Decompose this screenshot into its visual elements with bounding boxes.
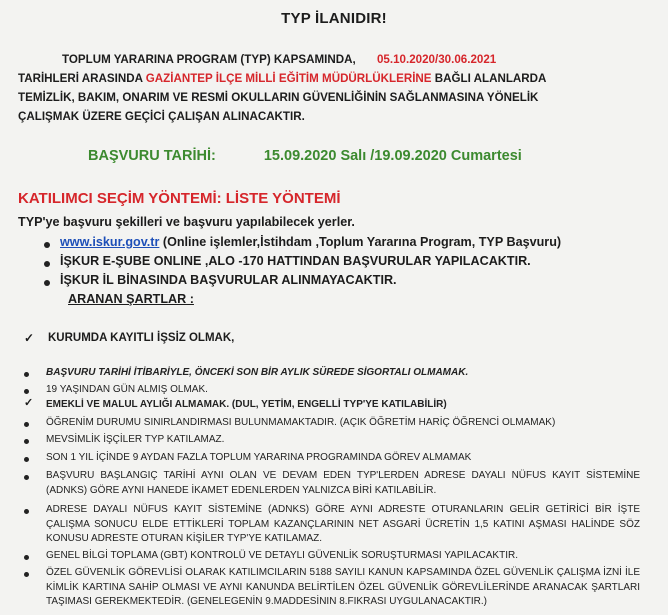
channel-online-text: (Online işlemler,İstihdam ,Toplum Yararına Program, TYP Başvuru) [159, 235, 562, 249]
requirement-item: GENEL BİLGİ TOPLAMA (GBT) KONTROLÜ VE DETAYLI GÜVENLİK SORUŞTURMASI YAPILACAKTIR. [46, 550, 518, 561]
intro-line-3: TEMİZLİK, BAKIM, ONARIM VE RESMİ OKULLARIN GÜVENLİĞİNİN SAĞLANMASINA YÖNELİK [18, 91, 539, 104]
directorate-name: GAZİANTEP İLÇE MİLLİ EĞİTİM MÜDÜRLÜKLERİNE [145, 72, 432, 85]
requirement-kurumda: KURUMDA KAYITLI İŞSİZ OLMAK, [48, 332, 235, 344]
intro-line-1 [18, 50, 638, 70]
channel-bina: İŞKUR İL BİNASINDA BAŞVURULAR ALINMAYACAKTIR. [60, 273, 397, 287]
application-dates: 15.09.2020 Salı /19.09.2020 Cumartesi [263, 148, 522, 164]
iskur-link[interactable]: www.iskur.gov.tr [60, 235, 160, 249]
program-dates: 05.10.2020/30.06.2021 [376, 53, 497, 66]
bullet-icon [24, 555, 29, 560]
channel-online [60, 235, 561, 249]
requirement-item: SON 1 YIL İÇİNDE 9 AYDAN FAZLA TOPLUM YARARINA PROGRAMINDA GÖREV ALMAMAK [46, 452, 472, 463]
bullet-icon [24, 475, 29, 480]
bullet-icon [24, 572, 29, 577]
intro-line-4: ÇALIŞMAK ÜZERE GEÇİCİ ÇALIŞAN ALINACAKTIR. [18, 110, 305, 123]
selection-method-heading: KATILIMCI SEÇİM YÖNTEMİ: LİSTE YÖNTEMİ [18, 190, 341, 207]
check-icon: ✓ [24, 397, 34, 409]
intro-text: BAĞLI ALANLARDA [434, 72, 547, 85]
intro-line-2 [18, 69, 638, 89]
bullet-icon [24, 422, 29, 427]
page-title: TYP İLANIDIR! [281, 10, 387, 27]
requirement-item: BAŞVURU BAŞLANGIÇ TARİHİ AYNI OLAN VE DEVAM EDEN TYP'LERDEN ADRESE DAYALI NÜFUS KAYIT SİSTEMİNE (ADNKS) GÖRE AYNI HANEDE İKAMET EDENLERDEN YALNIZCA BİRİ KATILABİLİR. [46, 470, 640, 496]
requirement-item: ÖZEL GÜVENLİK GÖREVLİSİ OLARAK KATILIMCILARIN 5188 SAYILI KANUN KAPSAMINDA ÖZEL GÜVENLİK ÇALIŞMA İZNİ İLE KİMLİK KARTINA SAHİP OLMASI VE AYNI KANUNDA BELİRTİLEN ÖZEL GÜVENLİK GÖREVLİLERİNDE ARANACAK ŞARTLARI TAŞIMASI GEREKMEKTEDİR. (GENELEGENİN 9.MADDESİNIN 8.FIKRASI UYGULANACAKTIR.) [46, 567, 640, 607]
bullet-icon [44, 280, 50, 286]
requirement-item: MEVSİMLİK İŞÇİLER TYP KATILAMAZ. [46, 434, 225, 445]
intro-text: TARİHLERİ ARASINDA [18, 72, 143, 85]
requirement-item: EMEKLİ VE MALUL AYLIĞI ALMAMAK. (DUL, YETİM, ENGELLİ TYP'YE KATILABİLİR) [46, 399, 447, 410]
bullet-icon [24, 439, 29, 444]
requirements-heading: ARANAN ŞARTLAR : [68, 292, 194, 306]
bullet-icon [24, 509, 29, 514]
bullet-icon [44, 242, 50, 248]
bullet-icon [44, 261, 50, 267]
requirement-item: 19 YAŞINDAN GÜN ALMIŞ OLMAK. [46, 384, 208, 395]
bullet-icon [24, 457, 29, 462]
application-date-label: BAŞVURU TARİHİ: [88, 148, 216, 164]
intro-text: TOPLUM YARARINA PROGRAM (TYP) KAPSAMINDA, [62, 53, 356, 66]
requirement-item: ADRESE DAYALI NÜFUS KAYIT SİSTEMİNE (ADNKS) GÖRE AYNI ADRESTE OTURANLARIN GELİR GETİRİCİ BİR İŞTE ÇALIŞMA SONUCU ELDE ETTİKLERİ TOPLAM KAZANÇLARININ NET ASGARİ ÜCRETİN 1,5 KATINI AŞMASI HALİNDE SÖZ KONUSU ADRESTE OTURAN KİŞİLER TYP'YE KATILAMAZ. [46, 504, 640, 544]
bullet-icon [24, 372, 29, 377]
requirement-item: BAŞVURU TARİHİ İTİBARİYLE, ÖNCEKİ SON BİR AYLIK SÜREDE SİGORTALI OLMAMAK. [46, 367, 469, 378]
channel-eshube: İŞKUR E-ŞUBE ONLINE ,ALO -170 HATTINDAN BAŞVURULAR YAPILACAKTIR. [60, 254, 531, 268]
bullet-icon [24, 389, 29, 394]
check-icon: ✓ [24, 331, 35, 345]
requirement-item: ÖĞRENİM DURUMU SINIRLANDIRMASI BULUNMAMAKTADIR. (AÇIK ÖĞRETİM HARİÇ ÖĞRENCİ OLMAMAK) [46, 417, 556, 428]
application-date-row [88, 148, 522, 164]
application-ways-text: TYP'ye başvuru şekilleri ve başvuru yapılabilecek yerler. [18, 215, 355, 229]
